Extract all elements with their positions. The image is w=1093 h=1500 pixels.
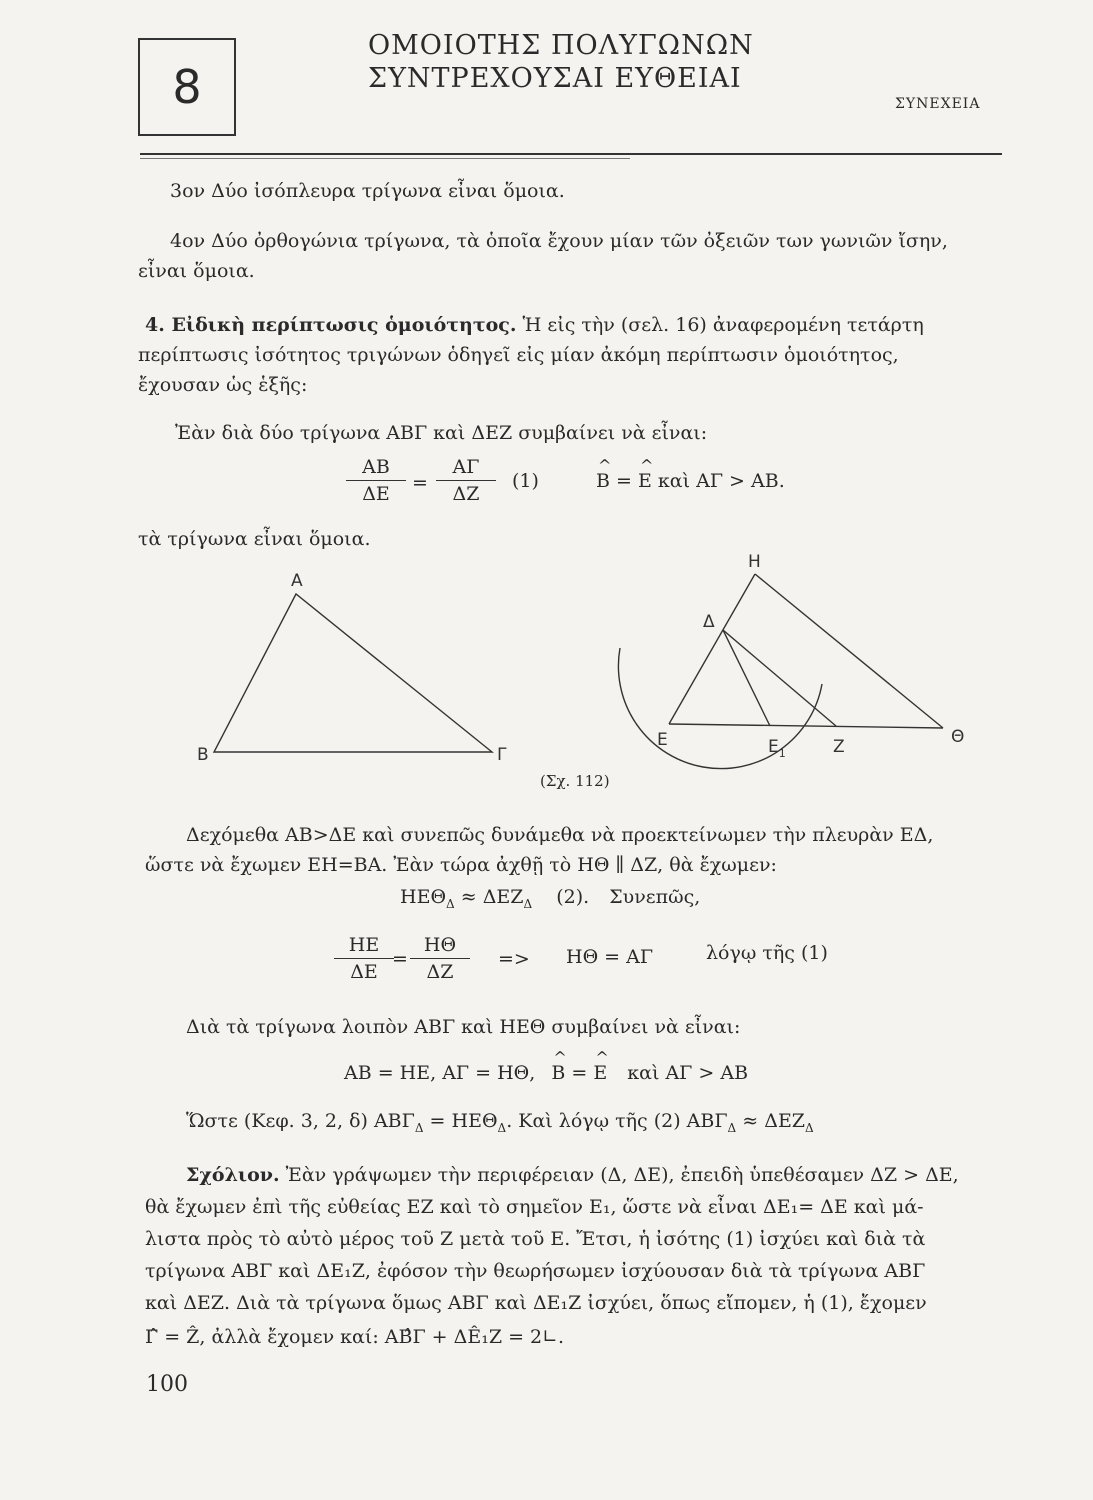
equalities-line (344, 1062, 748, 1084)
segment-hth (755, 574, 943, 728)
note-line-c: λιστα πρὸς τὸ αὐτὸ μέρος τοῦ Ζ μετὰ τοῦ Ε. Ἔτσι, ἡ ἰσότης (1) ἰσχύει καὶ διὰ τὰ (145, 1228, 926, 1250)
sim-heth: ΗΕΘ (400, 886, 447, 908)
fraction-den: ΔΖ (452, 483, 480, 505)
label-a: Α (291, 571, 303, 591)
hth-equals-ag: ΗΘ = ΑΓ (566, 946, 654, 968)
equals-sign: = (616, 470, 632, 492)
equalities-sides: ΑΒ = ΗΕ, ΑΓ = ΗΘ, (344, 1062, 536, 1084)
equation-tag-2: (2). (556, 886, 590, 908)
fraction-den: ΔΕ (350, 961, 378, 983)
triangle-abg (214, 594, 492, 752)
text-case4b: εἶναι ὅμοια. (138, 260, 255, 282)
section-title: 4. Εἰδικὴ περίπτωσις ὁμοιότητος. (145, 314, 517, 336)
angle-e: ^ Ε (638, 470, 652, 492)
label-z: Ζ (833, 737, 845, 757)
figure-caption: (Σχ. 112) (540, 772, 610, 790)
chapter-title-line2: ΣΥΝΤΡΕΧΟΥΣΑΙ ΕΥΘΕΙΑΙ (368, 63, 742, 94)
triangle-sub: Δ (523, 896, 533, 911)
arc-circle-d (618, 648, 822, 769)
triangle-sub: Δ (446, 896, 455, 911)
text-accept-a: Δεχόμεθα ΑΒ>ΔΕ καὶ συνεπῶς δυνάμεθα νὰ προεκτείνωμεν τὴν πλευρὰν ΕΔ, (186, 824, 934, 846)
chapter-title-line1: ΟΜΟΙΟΤΗΣ ΠΟΛΥΓΩΝΩΝ (368, 30, 754, 61)
section-text-b: περίπτωσις ἰσότητος τριγώνων ὁδηγεῖ εἰς μίαν ἀκόμη περίπτωσιν ὁμοιότητος, (138, 344, 899, 366)
approx-sign: ≈ (460, 886, 477, 908)
section-text-a: Ἡ εἰς τὴν (σελ. 16) ἀναφερομένη τετάρτη (522, 314, 924, 336)
so-d: ≈ ΔΕΖ (736, 1110, 806, 1132)
text-similar: τὰ τρίγωνα εἶναι ὅμοια. (138, 528, 371, 550)
equals-sign: = (571, 1062, 588, 1084)
note-text-a: Ἐὰν γράψωμεν τὴν περιφέρειαν (Δ, ΔΕ), ἐπειδὴ ὑπεθέσαμεν ΔΖ > ΔΕ, (285, 1164, 959, 1186)
triangle-sub: Δ (497, 1120, 507, 1135)
continued-label: ΣΥΝΕΧΕΙΑ (895, 96, 981, 112)
label-b: Β (197, 745, 209, 765)
fraction-num: ΑΓ (436, 456, 496, 481)
angle-e: ^ Ε (593, 1062, 607, 1084)
label-g: Γ (497, 745, 507, 765)
text-accept-b: ὥστε νὰ ἔχωμεν ΕΗ=ΒΑ. Ἐὰν τώρα ἀχθῇ τὸ ΗΘ ∥ ΔΖ, θὰ ἔχωμεν: (145, 854, 777, 876)
triangle-sub: Δ (805, 1120, 814, 1135)
equals-sign: = (392, 948, 408, 970)
label-e: Ε (657, 730, 668, 750)
note-line-e: καὶ ΔΕΖ. Διὰ τὰ τρίγωνα ὅμως ΑΒΓ καὶ ΔΕ₁Ζ ἰσχύει, ὅπως εἴπομεν, ἡ (1), ἔχομεν (145, 1292, 927, 1314)
label-e1-sub: 1 (778, 747, 786, 760)
note-line-f: Γ̂ = Ẑ, ἀλλὰ ἔχομεν καί: ΑΒ̂Γ + ΔÊ₁Ζ = 2∟. (145, 1326, 565, 1348)
so-c: . Καὶ λόγῳ τῆς (2) ΑΒΓ (506, 1110, 728, 1132)
fraction-num: ΑΒ (346, 456, 406, 481)
label-e1 (768, 737, 786, 760)
segment-de1 (723, 630, 770, 726)
text-case4a: 4ον Δύο ὀρθογώνια τρίγωνα, τὰ ὁποῖα ἔχουν μίαν τῶν ὀξειῶν των γωνιῶν ἴσην, (170, 230, 948, 252)
triangle-sub: Δ (414, 1120, 424, 1135)
equals-sign: = (412, 472, 428, 494)
chapter-number: 8 (172, 60, 202, 114)
page-number: 100 (146, 1372, 188, 1397)
segment-he (669, 574, 755, 724)
note-line-d: τρίγωνα ΑΒΓ καὶ ΔΕ₁Ζ, ἐφόσον τὴν θεωρήσωμεν ἰσχύουσαν διὰ τὰ τρίγωνα ΑΒΓ (145, 1260, 926, 1282)
so-a: Ὥστε (Κεφ. 3, 2, δ) ΑΒΓ (186, 1110, 415, 1132)
segment-dz (723, 630, 836, 726)
fraction-num: ΗΘ (410, 934, 470, 959)
triangle-sub: Δ (727, 1120, 737, 1135)
note-line-a (186, 1162, 959, 1188)
so-b: = ΗΕΘ (423, 1110, 498, 1132)
fraction-den: ΔΖ (426, 961, 454, 983)
fraction-den: ΔΕ (362, 483, 390, 505)
label-h: Η (748, 552, 761, 572)
reason-text: λόγῳ τῆς (1) (706, 942, 828, 964)
consequently: Συνεπῶς, (609, 886, 701, 908)
fraction-hth-dz (410, 934, 470, 983)
implies-arrow: => (498, 948, 530, 970)
condition-line: Ἐὰν διὰ δύο τρίγωνα ΑΒΓ καὶ ΔΕΖ συμβαίνει νὰ εἶναι: (175, 422, 708, 444)
sim-dez: ΔΕΖ (482, 886, 524, 908)
similarity-2 (400, 886, 700, 911)
label-e1-letter: Ε (768, 737, 779, 757)
condition-rest: καὶ ΑΓ > ΑΒ. (657, 470, 785, 492)
label-th: Θ (951, 727, 965, 747)
text-thus: Διὰ τὰ τρίγωνα λοιπὸν ΑΒΓ καὶ ΗΕΘ συμβαίνει νὰ εἶναι: (186, 1016, 741, 1038)
text-case3: 3ον Δύο ἰσόπλευρα τρίγωνα εἶναι ὅμοια. (170, 180, 565, 202)
equation-tag-1: (1) (512, 470, 539, 492)
fraction-he-de (334, 934, 394, 983)
note-title: Σχόλιον. (186, 1164, 280, 1186)
fraction-num: ΗΕ (334, 934, 394, 959)
equalities-rest: καὶ ΑΓ > ΑΒ (627, 1062, 749, 1084)
angle-b: ^ Β (551, 1062, 565, 1084)
angle-b: ^ Β (596, 470, 610, 492)
note-line-b: θὰ ἔχωμεν ἐπὶ τῆς εὐθείας ΕΖ καὶ τὸ σημεῖον Ε₁, ὥστε νὰ εἶναι ΔΕ₁= ΔΕ καὶ μά- (145, 1196, 924, 1218)
text-so (186, 1108, 814, 1141)
label-d: Δ (703, 612, 715, 632)
section-text-c: ἔχουσαν ὡς ἑξῆς: (138, 374, 308, 396)
